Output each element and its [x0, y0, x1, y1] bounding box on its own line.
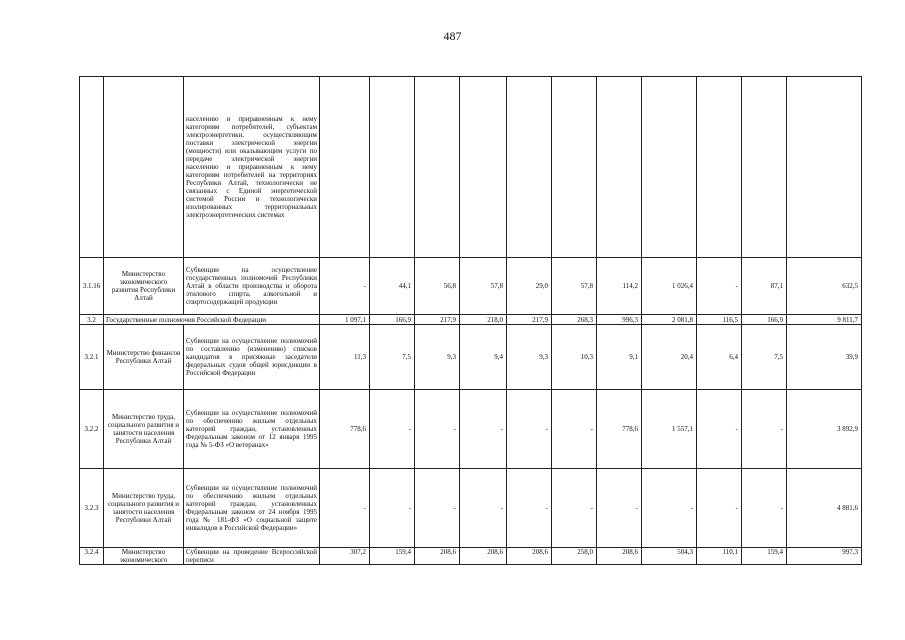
row-description: Субвенции на осуществление полномочий по составлению (изменению) списков кандидатов в присяжные заседатели федеральных судов общей юрисдикции в Российской Федерации: [184, 325, 320, 390]
value-cell: [507, 77, 552, 258]
value-cell: 7,5: [742, 325, 787, 390]
value-cell: 159,4: [742, 548, 787, 565]
row-organization: Министерство труда, социального развития и занятости населения Республики Алтай: [104, 469, 184, 548]
value-cell: 11,3: [320, 325, 370, 390]
row-code: 3.2.3: [80, 469, 104, 548]
value-cell: 20,4: [642, 325, 697, 390]
value-cell: -: [697, 258, 742, 315]
value-cell: 778,6: [597, 390, 642, 469]
value-cell: 258,0: [552, 548, 597, 565]
table-row: [80, 77, 862, 258]
value-cell: 307,2: [320, 548, 370, 565]
row-description: Субвенции на проведение Всероссийской переписи: [184, 548, 320, 565]
value-cell: -: [552, 390, 597, 469]
value-cell: 208,6: [597, 548, 642, 565]
value-cell: 9,4: [460, 325, 507, 390]
value-cell: 29,0: [507, 258, 552, 315]
value-cell: 87,1: [742, 258, 787, 315]
row-code: 3.2.1: [80, 325, 104, 390]
value-cell: [787, 77, 862, 258]
value-cell: 208,6: [507, 548, 552, 565]
value-cell: 1 097,1: [320, 315, 370, 325]
value-cell: -: [320, 469, 370, 548]
value-cell: -: [460, 390, 507, 469]
value-cell: 114,2: [597, 258, 642, 315]
value-cell: 166,9: [370, 315, 415, 325]
value-cell: 7,5: [370, 325, 415, 390]
value-cell: -: [460, 469, 507, 548]
value-cell: -: [697, 390, 742, 469]
row-description: населению и приравненным к нему категориям потребителей, субъектам электроэнергетики, осуществляющим поставки электрической энергии (мощности) или оказывающим услуги по передаче электрической энергии населению и приравненным к нему категориям потребителей на территориях Республики Алтай, технологически не связанных с Единой энергетической системой России и технологически изолированных территориальных электроэнергетических системах: [184, 77, 320, 258]
value-cell: 3 892,9: [787, 390, 862, 469]
value-cell: 39,9: [787, 325, 862, 390]
value-cell: 159,4: [370, 548, 415, 565]
value-cell: 208,6: [460, 548, 507, 565]
value-cell: 9,3: [415, 325, 460, 390]
value-cell: 632,5: [787, 258, 862, 315]
row-code: 3.1.16: [80, 258, 104, 315]
value-cell: 268,3: [552, 315, 597, 325]
value-cell: 57,8: [552, 258, 597, 315]
value-cell: 504,3: [642, 548, 697, 565]
value-cell: [460, 77, 507, 258]
value-cell: 9,1: [597, 325, 642, 390]
value-cell: [370, 77, 415, 258]
table-row: [80, 548, 862, 565]
value-cell: 6,4: [697, 325, 742, 390]
row-organization: Министерство экономического развития Республики Алтай: [104, 258, 184, 315]
value-cell: 2 081,8: [642, 315, 697, 325]
value-cell: -: [742, 469, 787, 548]
value-cell: [415, 77, 460, 258]
row-code: 3.2.4: [80, 548, 104, 565]
value-cell: 166,9: [742, 315, 787, 325]
section-title: Государственные полномочия Российской Федерации: [104, 315, 320, 325]
value-cell: 778,6: [320, 390, 370, 469]
table-row: [80, 258, 862, 315]
row-description: Субвенции на осуществление государственных полномочий Республики Алтай в области производства и оборота этилового спирта, алкогольной и спиртосодержащей продукции: [184, 258, 320, 315]
value-cell: 44,1: [370, 258, 415, 315]
value-cell: [320, 77, 370, 258]
row-code: [80, 77, 104, 258]
row-description: Субвенции на осуществление полномочий по обеспечению жильем отдельных категорий граждан, установленных Федеральным законом от 12 января 1995 года № 5-ФЗ «О ветеранах»: [184, 390, 320, 469]
page-number: 487: [443, 29, 462, 43]
value-cell: -: [597, 469, 642, 548]
budget-table-sheet: [79, 76, 862, 565]
budget-table: [79, 76, 862, 565]
value-cell: 1 557,1: [642, 390, 697, 469]
table-row: [80, 325, 862, 390]
value-cell: -: [370, 469, 415, 548]
value-cell: -: [552, 469, 597, 548]
table-row: [80, 390, 862, 469]
row-code: 3.2.2: [80, 390, 104, 469]
value-cell: -: [415, 390, 460, 469]
value-cell: -: [320, 258, 370, 315]
value-cell: -: [742, 390, 787, 469]
value-cell: 116,5: [697, 315, 742, 325]
row-organization: [104, 77, 184, 258]
value-cell: -: [370, 390, 415, 469]
value-cell: -: [697, 469, 742, 548]
value-cell: [742, 77, 787, 258]
value-cell: 1 026,4: [642, 258, 697, 315]
value-cell: -: [507, 390, 552, 469]
value-cell: 10,3: [552, 325, 597, 390]
value-cell: 56,8: [415, 258, 460, 315]
value-cell: 110,1: [697, 548, 742, 565]
value-cell: 996,3: [597, 315, 642, 325]
value-cell: [552, 77, 597, 258]
row-organization: Министерство труда, социального развития и занятости населения Республики Алтай: [104, 390, 184, 469]
value-cell: [642, 77, 697, 258]
value-cell: -: [507, 469, 552, 548]
value-cell: 218,0: [460, 315, 507, 325]
table-row: [80, 469, 862, 548]
value-cell: [697, 77, 742, 258]
value-cell: [597, 77, 642, 258]
row-description: Субвенции на осуществление полномочий по обеспечению жильем отдельных категорий граждан, установленных Федеральным законом от 24 ноября 1995 года № 181-ФЗ «О социальной защите инвалидов в Российской Федерации»: [184, 469, 320, 548]
value-cell: 208,6: [415, 548, 460, 565]
value-cell: 57,8: [460, 258, 507, 315]
value-cell: 997,3: [787, 548, 862, 565]
value-cell: -: [415, 469, 460, 548]
value-cell: 217,9: [415, 315, 460, 325]
value-cell: 217,9: [507, 315, 552, 325]
row-organization: Министерство экономического: [104, 548, 184, 565]
value-cell: -: [642, 469, 697, 548]
row-organization: Министерство финансов Республики Алтай: [104, 325, 184, 390]
section-code: 3.2: [80, 315, 104, 325]
value-cell: 9 811,7: [787, 315, 862, 325]
section-row: [80, 315, 862, 325]
value-cell: 9,3: [507, 325, 552, 390]
value-cell: 4 881,6: [787, 469, 862, 548]
